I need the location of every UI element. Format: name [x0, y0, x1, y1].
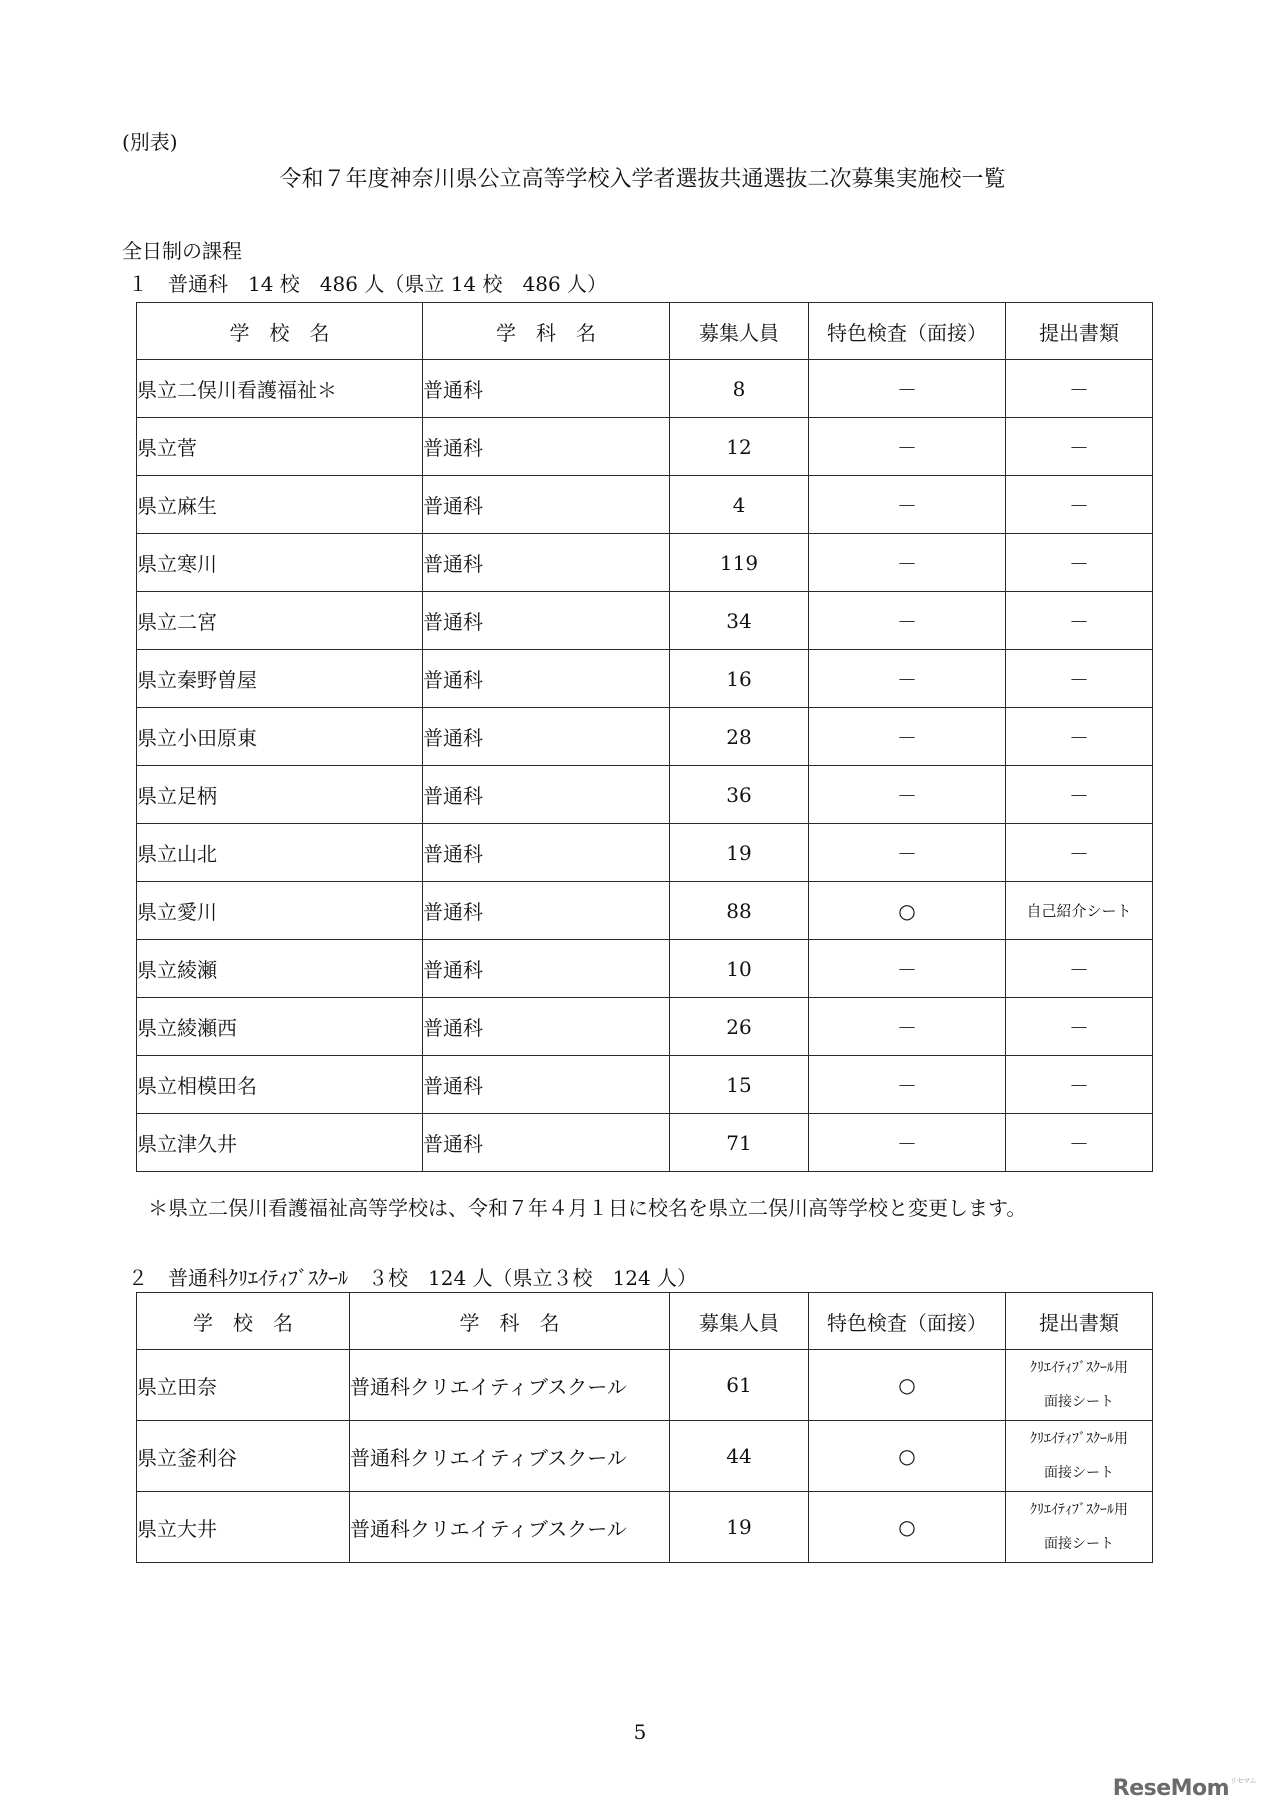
- interview-cell: －: [809, 418, 1006, 476]
- school-name-cell: 県立釜利谷: [137, 1421, 350, 1492]
- department-cell: 普通科クリエイティブスクール: [350, 1492, 670, 1563]
- school-name-cell: 県立秦野曽屋: [137, 650, 423, 708]
- department-cell: 普通科: [423, 1056, 670, 1114]
- documents-cell: [1006, 1350, 1153, 1421]
- department-cell: 普通科クリエイティブスクール: [350, 1350, 670, 1421]
- resemom-watermark-logo: [1113, 1776, 1256, 1801]
- interview-cell: －: [809, 650, 1006, 708]
- interview-cell: －: [809, 476, 1006, 534]
- header-interview: 特色検査（面接）: [809, 303, 1006, 360]
- capacity-cell: 61: [670, 1350, 809, 1421]
- capacity-cell: 4: [670, 476, 809, 534]
- table-row: [137, 1350, 1153, 1421]
- watermark-text: ReseMom: [1112, 1776, 1230, 1801]
- table-row: [137, 824, 1153, 882]
- section-2-heading: ２ 普通科ｸﾘｴｲﾃｨﾌﾞｽｸｰﾙ ３校 124 人（県立３校 124 人）: [128, 1266, 698, 1290]
- table-row: [137, 1056, 1153, 1114]
- header-interview: 特色検査（面接）: [809, 1293, 1006, 1350]
- table-row: [137, 882, 1153, 940]
- interview-cell: －: [809, 360, 1006, 418]
- table-row: [137, 418, 1153, 476]
- documents-line-1: ｸﾘｴｲﾃｨﾌﾞｽｸｰﾙ用: [1030, 1431, 1128, 1447]
- department-cell: 普通科クリエイティブスクール: [350, 1421, 670, 1492]
- documents-cell: －: [1006, 1114, 1153, 1172]
- interview-cell: －: [809, 998, 1006, 1056]
- capacity-cell: 119: [670, 534, 809, 592]
- documents-cell: －: [1006, 650, 1153, 708]
- documents-cell: [1006, 1421, 1153, 1492]
- capacity-cell: 10: [670, 940, 809, 998]
- documents-cell: －: [1006, 998, 1153, 1056]
- department-cell: 普通科: [423, 940, 670, 998]
- table-row: [137, 1114, 1153, 1172]
- school-name-cell: 県立綾瀬: [137, 940, 423, 998]
- school-name-cell: 県立寒川: [137, 534, 423, 592]
- documents-line-2: 面接シート: [1044, 1536, 1114, 1552]
- capacity-cell: 26: [670, 998, 809, 1056]
- interview-cell: ○: [809, 1492, 1006, 1563]
- department-cell: 普通科: [423, 766, 670, 824]
- table-general-course: [136, 302, 1153, 1172]
- interview-cell: －: [809, 592, 1006, 650]
- department-cell: 普通科: [423, 882, 670, 940]
- table-row: [137, 534, 1153, 592]
- table-row: [137, 1421, 1153, 1492]
- documents-cell: －: [1006, 940, 1153, 998]
- table-row: [137, 766, 1153, 824]
- capacity-cell: 34: [670, 592, 809, 650]
- table-row: [137, 476, 1153, 534]
- school-name-cell: 県立田奈: [137, 1350, 350, 1421]
- header-documents: 提出書類: [1006, 303, 1153, 360]
- capacity-cell: 16: [670, 650, 809, 708]
- table-row: [137, 360, 1153, 418]
- table-row: [137, 998, 1153, 1056]
- documents-cell: －: [1006, 418, 1153, 476]
- header-school-name: 学 校 名: [137, 1293, 350, 1350]
- department-cell: 普通科: [423, 998, 670, 1056]
- documents-line-2: 面接シート: [1044, 1465, 1114, 1481]
- table-row: [137, 708, 1153, 766]
- table-row: [137, 592, 1153, 650]
- school-name-cell: 県立麻生: [137, 476, 423, 534]
- capacity-cell: 28: [670, 708, 809, 766]
- school-name-cell: 県立愛川: [137, 882, 423, 940]
- watermark-subtext: リセマム: [1230, 1777, 1256, 1785]
- interview-cell: －: [809, 824, 1006, 882]
- course-label: 全日制の課程: [122, 239, 242, 263]
- documents-cell: －: [1006, 592, 1153, 650]
- department-cell: 普通科: [423, 360, 670, 418]
- capacity-cell: 19: [670, 1492, 809, 1563]
- header-documents: 提出書類: [1006, 1293, 1153, 1350]
- table-row: [137, 1492, 1153, 1563]
- school-name-cell: 県立小田原東: [137, 708, 423, 766]
- capacity-cell: 88: [670, 882, 809, 940]
- documents-cell: [1006, 1492, 1153, 1563]
- document-title: 令和７年度神奈川県公立高等学校入学者選抜共通選抜二次募集実施校一覧: [279, 167, 1006, 192]
- interview-cell: －: [809, 708, 1006, 766]
- interview-cell: ○: [809, 1421, 1006, 1492]
- capacity-cell: 12: [670, 418, 809, 476]
- documents-cell: 自己紹介シート: [1006, 882, 1153, 940]
- school-name-cell: 県立綾瀬西: [137, 998, 423, 1056]
- department-cell: 普通科: [423, 534, 670, 592]
- school-name-cell: 県立大井: [137, 1492, 350, 1563]
- documents-cell: －: [1006, 708, 1153, 766]
- header-capacity: 募集人員: [670, 303, 809, 360]
- school-name-cell: 県立二宮: [137, 592, 423, 650]
- school-name-cell: 県立相模田名: [137, 1056, 423, 1114]
- documents-line-1: ｸﾘｴｲﾃｨﾌﾞｽｸｰﾙ用: [1030, 1502, 1128, 1518]
- department-cell: 普通科: [423, 1114, 670, 1172]
- school-name-cell: 県立二俣川看護福祉＊: [137, 360, 423, 418]
- school-name-cell: 県立足柄: [137, 766, 423, 824]
- interview-cell: －: [809, 1056, 1006, 1114]
- header-capacity: 募集人員: [670, 1293, 809, 1350]
- capacity-cell: 44: [670, 1421, 809, 1492]
- documents-cell: －: [1006, 534, 1153, 592]
- documents-cell: －: [1006, 766, 1153, 824]
- capacity-cell: 15: [670, 1056, 809, 1114]
- interview-cell: －: [809, 1114, 1006, 1172]
- table-body: [137, 1350, 1153, 1563]
- page-number: 5: [633, 1720, 647, 1744]
- department-cell: 普通科: [423, 824, 670, 882]
- interview-cell: ○: [809, 882, 1006, 940]
- department-cell: 普通科: [423, 592, 670, 650]
- interview-cell: －: [809, 940, 1006, 998]
- section-1-heading: １ 普通科 14 校 486 人（県立 14 校 486 人）: [128, 272, 608, 296]
- capacity-cell: 71: [670, 1114, 809, 1172]
- documents-line-1: ｸﾘｴｲﾃｨﾌﾞｽｸｰﾙ用: [1030, 1360, 1128, 1376]
- table-creative-school: [136, 1292, 1153, 1563]
- school-name-cell: 県立津久井: [137, 1114, 423, 1172]
- school-name-cell: 県立菅: [137, 418, 423, 476]
- department-cell: 普通科: [423, 476, 670, 534]
- documents-cell: －: [1006, 476, 1153, 534]
- header-school-name: 学 校 名: [137, 303, 423, 360]
- department-cell: 普通科: [423, 418, 670, 476]
- capacity-cell: 36: [670, 766, 809, 824]
- table-body: [137, 360, 1153, 1172]
- interview-cell: －: [809, 766, 1006, 824]
- school-name-cell: 県立山北: [137, 824, 423, 882]
- capacity-cell: 19: [670, 824, 809, 882]
- department-cell: 普通科: [423, 708, 670, 766]
- documents-cell: －: [1006, 360, 1153, 418]
- table-row: [137, 940, 1153, 998]
- table-row: [137, 650, 1153, 708]
- annex-label: (別表): [122, 130, 178, 154]
- capacity-cell: 8: [670, 360, 809, 418]
- section-1-note: ＊県立二俣川看護福祉高等学校は、令和７年４月１日に校名を県立二俣川高等学校と変更します。: [148, 1196, 1027, 1220]
- department-cell: 普通科: [423, 650, 670, 708]
- documents-line-2: 面接シート: [1044, 1394, 1114, 1410]
- header-department: 学 科 名: [423, 303, 670, 360]
- header-department: 学 科 名: [350, 1293, 670, 1350]
- documents-cell: －: [1006, 1056, 1153, 1114]
- interview-cell: ○: [809, 1350, 1006, 1421]
- interview-cell: －: [809, 534, 1006, 592]
- documents-cell: －: [1006, 824, 1153, 882]
